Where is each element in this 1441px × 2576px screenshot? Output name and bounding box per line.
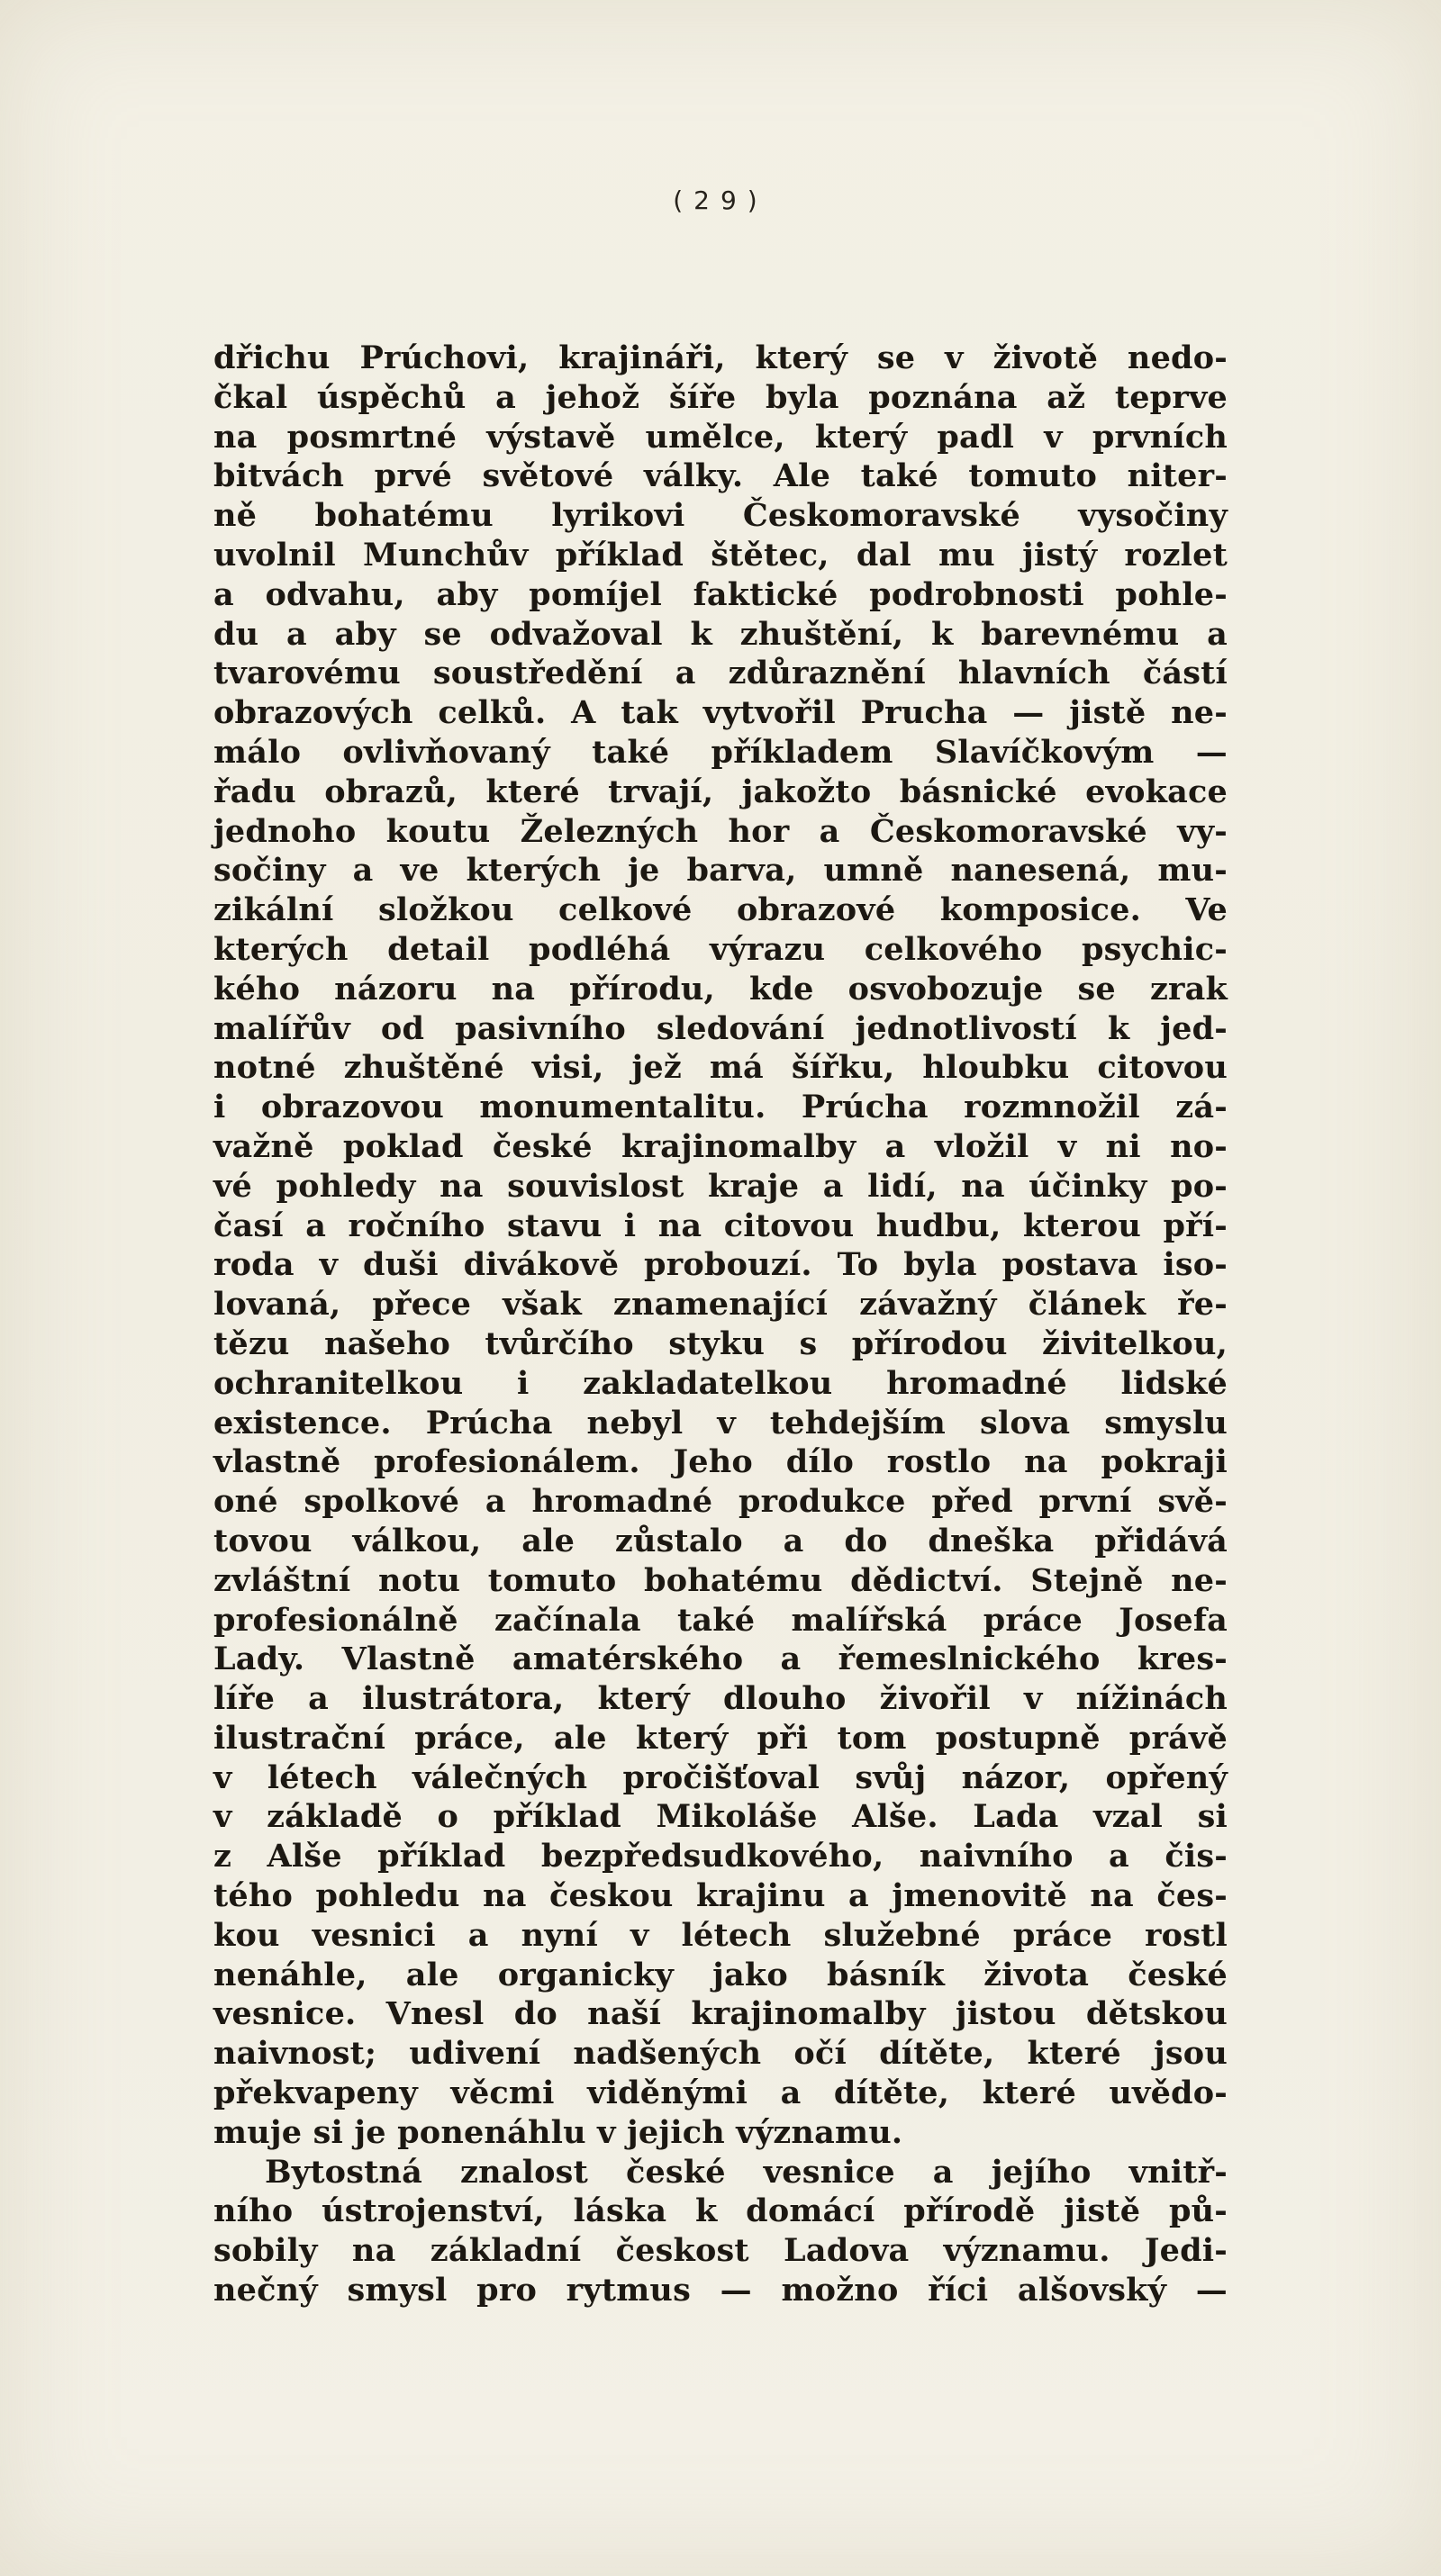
- text-line: čkal úspěchů a jehož šíře byla poznána až teprve: [213, 378, 1228, 416]
- text-line: uvolnil Munchův příklad štětec, dal mu jistý rozlet: [213, 536, 1228, 574]
- text-line: a odvahu, aby pomíjel faktické podrobnosti pohle-: [213, 575, 1228, 613]
- text-line: tovou válkou, ale zůstalo a do dneška přidává: [213, 1522, 1228, 1559]
- body-text: [213, 339, 1228, 2310]
- text-line: nečný smysl pro rytmus — možno říci alšovský —: [213, 2272, 1228, 2309]
- text-line: tězu našeho tvůrčího styku s přírodou živitelkou,: [213, 1324, 1228, 1362]
- text-line: nenáhle, ale organicky jako básník života české: [213, 1956, 1228, 1993]
- text-line: profesionálně začínala také malířská práce Josefa: [213, 1601, 1228, 1639]
- text-line: existence. Prúcha nebyl v tehdejším slova smyslu: [213, 1404, 1228, 1442]
- text-line: muje si je ponenáhlu v jejich významu.: [213, 2113, 903, 2151]
- text-line: ilustrační práce, ale který při tom postupně právě: [213, 1719, 1228, 1757]
- text-line: tého pohledu na českou krajinu a jmenovitě na čes-: [213, 1877, 1228, 1915]
- text-line: dřichu Prúchovi, krajináři, který se v životě nedo-: [213, 339, 1228, 376]
- text-line: vé pohledy na souvislost kraje a lidí, na účinky po-: [213, 1167, 1228, 1205]
- text-line: řadu obrazů, které trvají, jakožto básnické evokace: [213, 773, 1228, 810]
- text-line: tvarovému soustředění a zdůraznění hlavních částí: [213, 655, 1228, 692]
- text-line: kou vesnici a nyní v létech služebné práce rostl: [213, 1916, 1228, 1954]
- text-line: Bytostná znalost české vesnice a jejího vnitř-: [265, 2153, 1228, 2191]
- text-line: oné spolkové a hromadné produkce před první svě-: [213, 1483, 1228, 1521]
- text-line: z Alše příklad bezpředsudkového, naivního a čis-: [213, 1838, 1228, 1876]
- text-line: ně bohatému lyrikovi Českomoravské vysočiny: [213, 497, 1228, 535]
- page-number: (29): [673, 185, 768, 215]
- text-line: obrazových celků. A tak vytvořil Prucha — jistě ne-: [213, 694, 1228, 732]
- text-line: kterých detail podléhá výrazu celkového psychic-: [213, 930, 1228, 968]
- text-line: jednoho koutu Železných hor a Českomoravské vy-: [213, 812, 1228, 850]
- text-line: roda v duši divákově probouzí. To byla postava iso-: [213, 1246, 1228, 1284]
- text-line: zikální složkou celkové obrazové komposice. Ve: [213, 891, 1228, 929]
- text-line: v létech válečných pročišťoval svůj názor, opřený: [213, 1758, 1228, 1796]
- text-line: lovaná, přece však znamenající závažný článek ře-: [213, 1286, 1228, 1324]
- text-line: kého názoru na přírodu, kde osvobozuje se zrak: [213, 970, 1228, 1008]
- text-line: vesnice. Vnesl do naší krajinomalby jistou dětskou: [213, 1995, 1228, 2033]
- text-line: naivnost; udivení nadšených očí dítěte, které jsou: [213, 2035, 1228, 2073]
- text-line: Lady. Vlastně amatérského a řemeslnického kres-: [213, 1641, 1228, 1678]
- text-line: sočiny a ve kterých je barva, umně nanesená, mu-: [213, 852, 1228, 890]
- text-line: ochranitelkou i zakladatelkou hromadné lidské: [213, 1364, 1228, 1402]
- text-line: v základě o příklad Mikoláše Alše. Lada vzal si: [213, 1798, 1228, 1836]
- text-line: sobily na základní českost Ladova významu. Jedi-: [213, 2232, 1228, 2270]
- text-line: líře a ilustrátora, který dlouho živořil v nížinách: [213, 1680, 1228, 1718]
- text-line: važně poklad české krajinomalby a vložil v ni no-: [213, 1127, 1228, 1165]
- text-line: malířův od pasivního sledování jednotlivostí k jed-: [213, 1009, 1228, 1047]
- text-line: překvapeny věcmi viděnými a dítěte, které uvědo-: [213, 2074, 1228, 2112]
- text-line: zvláštní notu tomuto bohatému dědictví. Stejně ne-: [213, 1561, 1228, 1599]
- text-line: vlastně profesionálem. Jeho dílo rostlo na pokraji: [213, 1443, 1228, 1481]
- text-line: du a aby se odvažoval k zhuštění, k barevnému a: [213, 615, 1228, 653]
- text-line: málo ovlivňovaný také příkladem Slavíčkovým —: [213, 733, 1228, 771]
- text-line: bitvách prvé světové války. Ale také tomuto niter-: [213, 457, 1228, 495]
- text-line: časí a ročního stavu i na citovou hudbu, kterou pří-: [213, 1207, 1228, 1244]
- text-line: i obrazovou monumentalitu. Prúcha rozmnožil zá-: [213, 1089, 1228, 1126]
- text-line: na posmrtné výstavě umělce, který padl v prvních: [213, 418, 1228, 456]
- text-line: ního ústrojenství, láska k domácí přírodě jistě pů-: [213, 2192, 1228, 2230]
- text-line: notné zhuštěné visi, jež má šířku, hloubku citovou: [213, 1049, 1228, 1087]
